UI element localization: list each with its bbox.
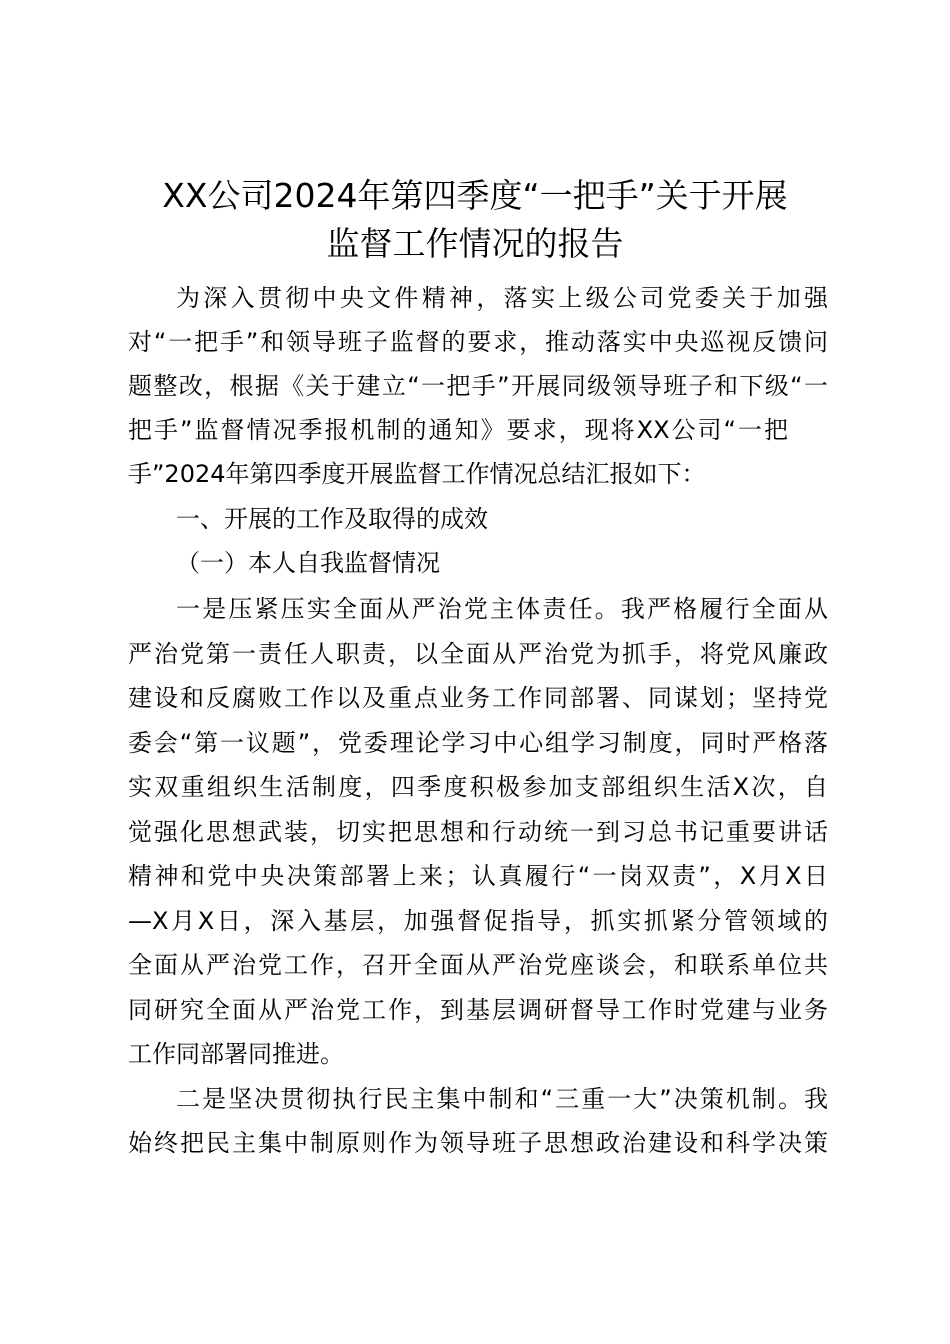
body-line: 工作同部署同推进。 [128,1040,344,1068]
body-line: 全面从严治党工作，召开全面从严治党座谈会，和联系单位共 [128,951,828,979]
report-title-line-1: XX公司2024年第四季度“一把手”关于开展 [162,176,788,215]
body-line: 把手”监督情况季报机制的通知》要求，现将XX公司“一把 [128,416,788,444]
body-line: 为深入贯彻中央文件精神，落实上级公司党委关于加强 [176,284,828,312]
report-title-line-2: 监督工作情况的报告 [326,224,624,263]
body-line: —X月X日，深入基层，加强督促指导，抓实抓紧分管领域的 [128,907,828,935]
body-line: 二是坚决贯彻执行民主集中制和“三重一大”决策机制。我 [176,1085,828,1113]
body-line: 实双重组织生活制度，四季度积极参加支部组织生活X次，自 [128,773,828,801]
section-heading: 一、开展的工作及取得的成效 [176,505,488,533]
body-line: 手”2024年第四季度开展监督工作情况总结汇报如下： [128,460,706,488]
body-line: 建设和反腐败工作以及重点业务工作同部署、同谋划；坚持党 [128,684,828,712]
body-line: 同研究全面从严治党工作，到基层调研督导工作时党建与业务 [128,996,828,1024]
body-line: 精神和党中央决策部署上来；认真履行“一岗双责”，X月X日 [128,862,828,890]
body-line: 一是压紧压实全面从严治党主体责任。我严格履行全面从 [176,595,828,623]
body-line: 严治党第一责任人职责，以全面从严治党为抓手，将党风廉政 [128,640,828,668]
body-line: 始终把民主集中制原则作为领导班子思想政治建设和科学决策 [128,1129,828,1157]
body-line: 委会“第一议题”，党委理论学习中心组学习制度，同时严格落 [128,729,828,757]
body-line: 题整改，根据《关于建立“一把手”开展同级领导班子和下级“一 [128,372,828,400]
subsection-heading: （一）本人自我监督情况 [176,549,440,577]
body-line: 对“一把手”和领导班子监督的要求，推动落实中央巡视反馈问 [128,328,828,356]
body-line: 觉强化思想武装，切实把思想和行动统一到习总书记重要讲话 [128,818,828,846]
